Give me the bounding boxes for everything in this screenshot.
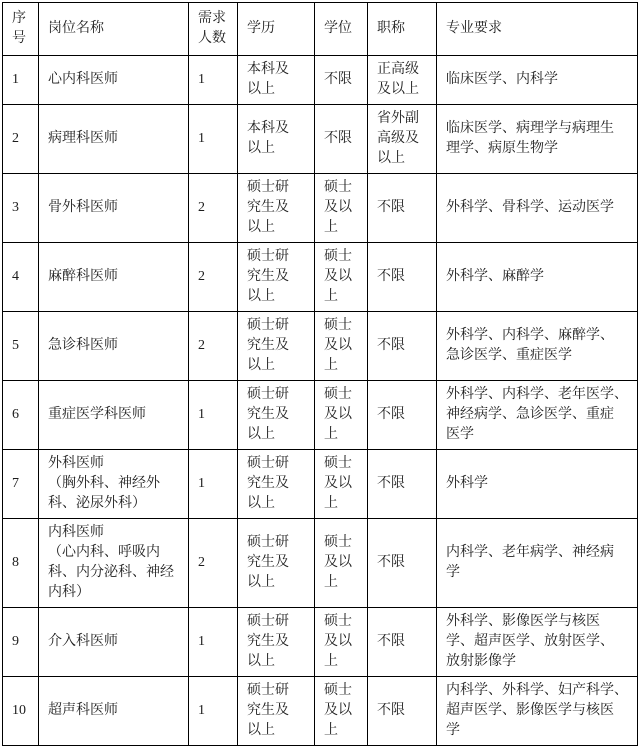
cell-count: 1 (189, 608, 238, 677)
cell-title: 不限 (368, 381, 437, 450)
table-row (3, 677, 638, 746)
cell-majors: 外科学、骨科学、运动医学 (437, 174, 638, 243)
cell-education: 硕士研 究生及 以上 (238, 312, 315, 381)
cell-degree: 不限 (315, 105, 368, 174)
cell-seq: 8 (3, 519, 39, 608)
table-row (3, 381, 638, 450)
cell-education: 硕士研 究生及 以上 (238, 519, 315, 608)
cell-majors: 临床医学、病理学与病理生 理学、病原生物学 (437, 105, 638, 174)
cell-seq: 10 (3, 677, 39, 746)
cell-count: 1 (189, 677, 238, 746)
cell-majors: 外科学、内科学、老年医学、 神经病学、急诊医学、重症 医学 (437, 381, 638, 450)
cell-seq: 6 (3, 381, 39, 450)
cell-education: 本科及 以上 (238, 56, 315, 105)
cell-count: 2 (189, 243, 238, 312)
cell-majors: 外科学、麻醉学 (437, 243, 638, 312)
cell-position: 心内科医师 (39, 56, 189, 105)
cell-education: 硕士研 究生及 以上 (238, 677, 315, 746)
cell-degree: 硕士 及以 上 (315, 174, 368, 243)
header-title: 职称 (368, 3, 437, 56)
table-row (3, 312, 638, 381)
cell-position: 介入科医师 (39, 608, 189, 677)
cell-title: 不限 (368, 608, 437, 677)
cell-position: 麻醉科医师 (39, 243, 189, 312)
header-position: 岗位名称 (39, 3, 189, 56)
cell-seq: 9 (3, 608, 39, 677)
cell-title: 省外副 高级及 以上 (368, 105, 437, 174)
cell-degree: 硕士 及以 上 (315, 243, 368, 312)
cell-seq: 3 (3, 174, 39, 243)
table-row (3, 450, 638, 519)
cell-education: 硕士研 究生及 以上 (238, 608, 315, 677)
cell-position: 外科医师 （胸外科、神经外 科、泌尿外科） (39, 450, 189, 519)
cell-degree: 硕士 及以 上 (315, 312, 368, 381)
cell-seq: 1 (3, 56, 39, 105)
cell-title: 不限 (368, 312, 437, 381)
cell-seq: 7 (3, 450, 39, 519)
header-row (3, 3, 638, 56)
cell-position: 超声科医师 (39, 677, 189, 746)
cell-count: 2 (189, 519, 238, 608)
recruitment-table (2, 2, 638, 746)
cell-majors: 外科学、影像医学与核医 学、超声医学、放射医学、 放射影像学 (437, 608, 638, 677)
table-row (3, 56, 638, 105)
cell-education: 硕士研 究生及 以上 (238, 450, 315, 519)
cell-seq: 5 (3, 312, 39, 381)
cell-majors: 内科学、老年病学、神经病 学 (437, 519, 638, 608)
cell-majors: 外科学 (437, 450, 638, 519)
header-count: 需求 人数 (189, 3, 238, 56)
cell-degree: 硕士 及以 上 (315, 608, 368, 677)
header-degree: 学位 (315, 3, 368, 56)
cell-count: 2 (189, 312, 238, 381)
header-education: 学历 (238, 3, 315, 56)
cell-title: 不限 (368, 519, 437, 608)
cell-degree: 硕士 及以 上 (315, 381, 368, 450)
cell-degree: 硕士 及以 上 (315, 677, 368, 746)
cell-title: 不限 (368, 174, 437, 243)
cell-position: 急诊科医师 (39, 312, 189, 381)
table-row (3, 608, 638, 677)
cell-education: 硕士研 究生及 以上 (238, 243, 315, 312)
cell-title: 不限 (368, 450, 437, 519)
cell-position: 内科医师 （心内科、呼吸内 科、内分泌科、神经 内科） (39, 519, 189, 608)
cell-degree: 硕士 及以 上 (315, 450, 368, 519)
cell-count: 1 (189, 105, 238, 174)
cell-education: 硕士研 究生及 以上 (238, 174, 315, 243)
cell-position: 病理科医师 (39, 105, 189, 174)
cell-education: 硕士研 究生及 以上 (238, 381, 315, 450)
cell-position: 重症医学科医师 (39, 381, 189, 450)
cell-title: 不限 (368, 677, 437, 746)
cell-position: 骨外科医师 (39, 174, 189, 243)
table-row (3, 519, 638, 608)
table-row (3, 105, 638, 174)
cell-majors: 外科学、内科学、麻醉学、 急诊医学、重症医学 (437, 312, 638, 381)
cell-title: 不限 (368, 243, 437, 312)
cell-degree: 硕士 及以 上 (315, 519, 368, 608)
cell-seq: 2 (3, 105, 39, 174)
cell-count: 1 (189, 450, 238, 519)
cell-count: 2 (189, 174, 238, 243)
header-seq: 序 号 (3, 3, 39, 56)
table-row (3, 174, 638, 243)
cell-title: 正高级 及以上 (368, 56, 437, 105)
cell-majors: 内科学、外科学、妇产科学、 超声医学、影像医学与核医 学 (437, 677, 638, 746)
cell-majors: 临床医学、内科学 (437, 56, 638, 105)
cell-education: 本科及 以上 (238, 105, 315, 174)
cell-seq: 4 (3, 243, 39, 312)
header-majors: 专业要求 (437, 3, 638, 56)
cell-count: 1 (189, 56, 238, 105)
table-row (3, 243, 638, 312)
cell-degree: 不限 (315, 56, 368, 105)
cell-count: 1 (189, 381, 238, 450)
